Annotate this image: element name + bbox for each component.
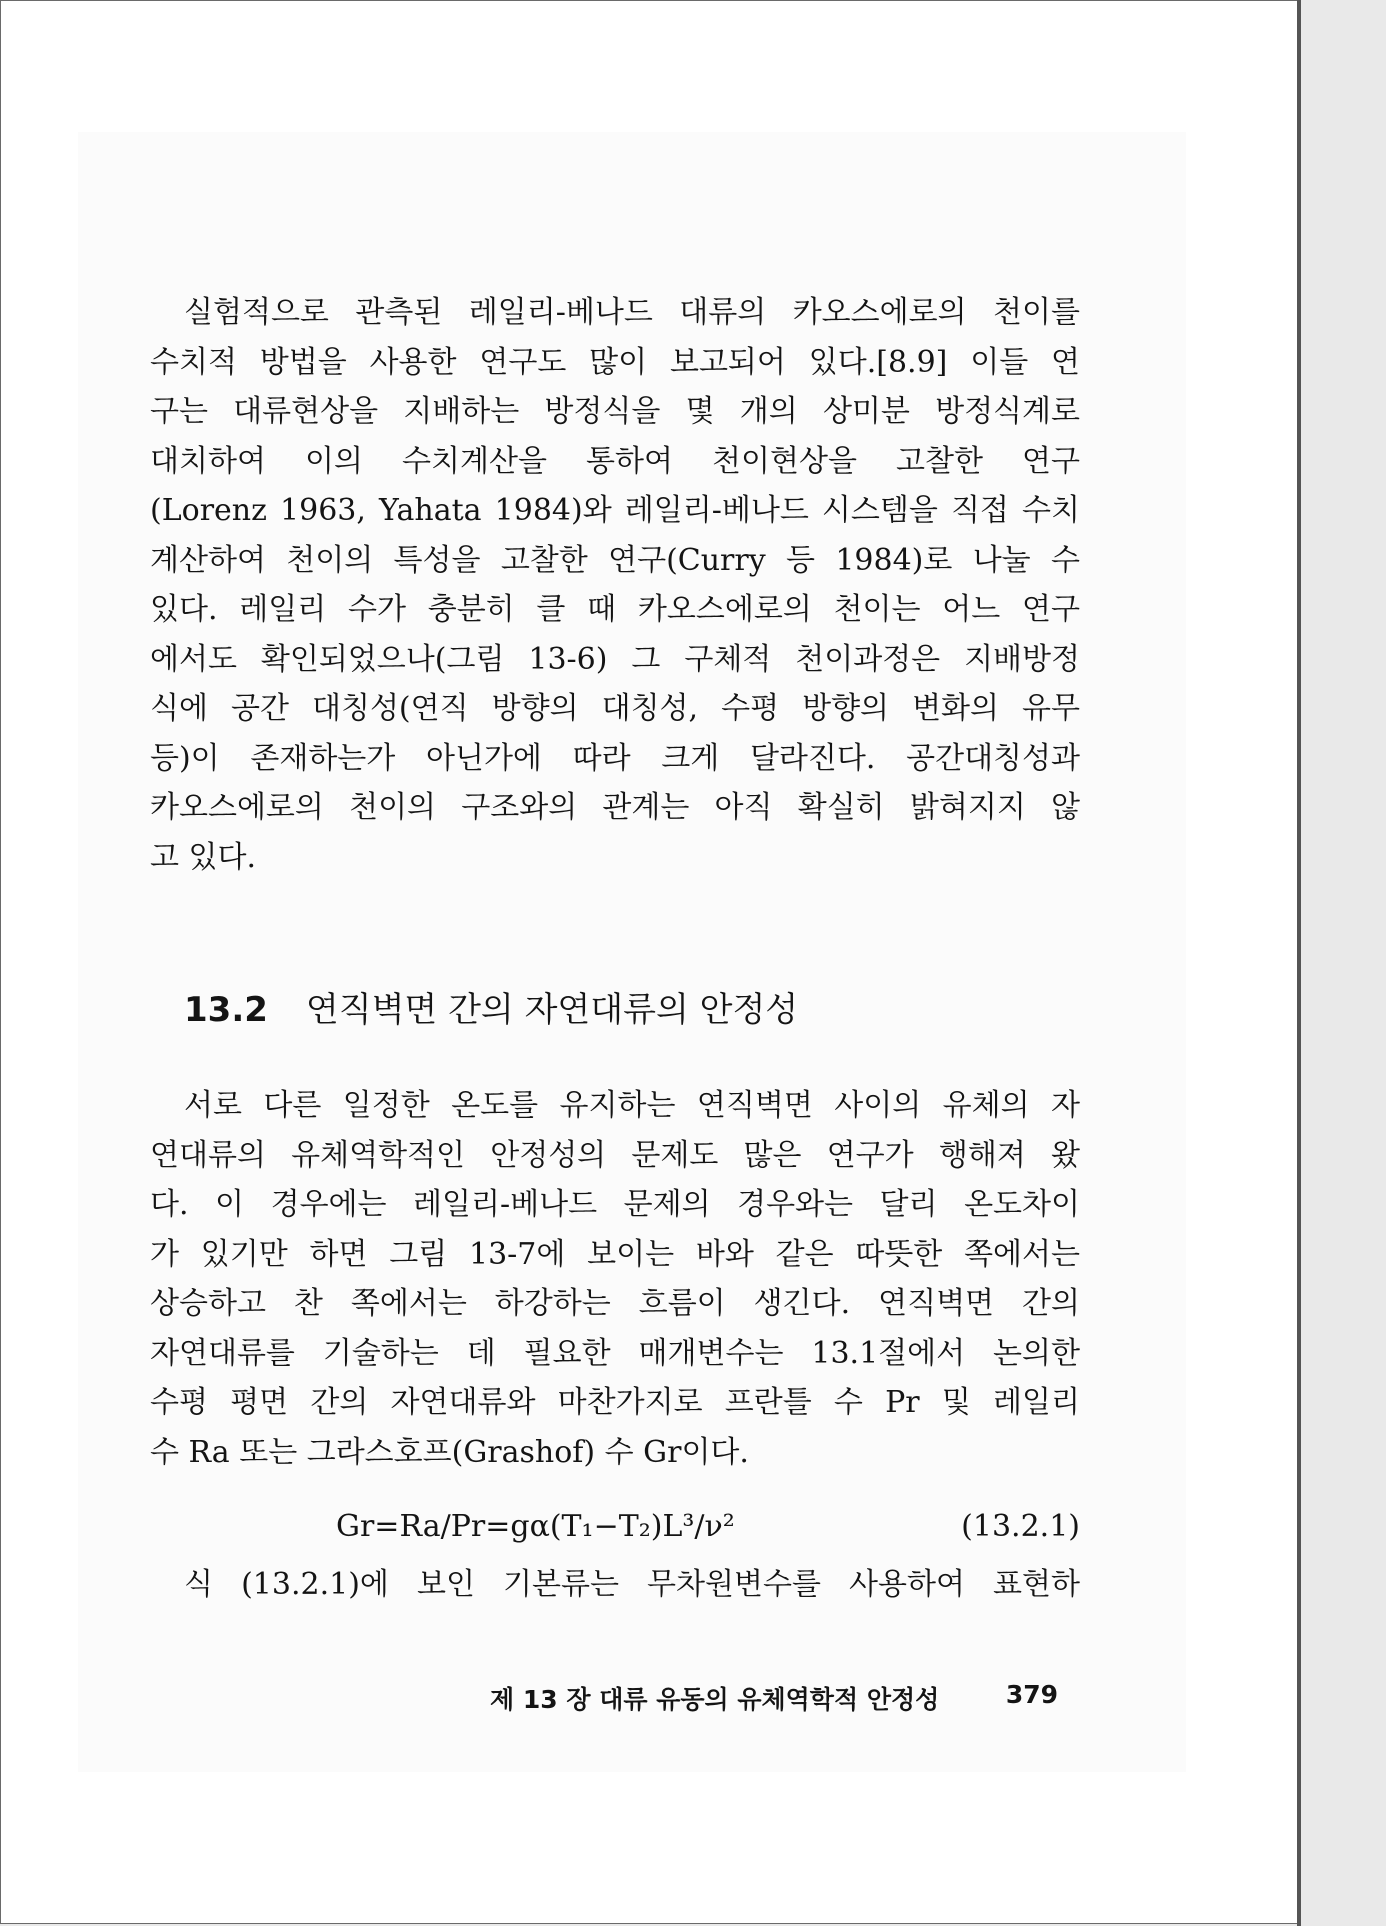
paragraph-line: 실험적으로 관측된 레일리-베나드 대류의 카오스에로의 천이를 [184,295,1080,330]
paragraph-line: 대치하여 이의 수치계산을 통하여 천이현상을 고찰한 연구 [150,443,1080,479]
paragraph-line: 고 있다. [150,839,257,875]
paragraph-line: 다. 이 경우에는 레일리-베나드 문제의 경우와는 달리 온도차이 [150,1187,1080,1222]
paragraph-line: 상승하고 찬 쪽에서는 하강하는 흐름이 생긴다. 연직벽면 간의 [150,1286,1080,1321]
equation-body: Gr=Ra/Pr=gα(T₁−T₂)L³/ν² [336,1509,735,1544]
equation-13-2-1 [336,1502,1080,1552]
section-number: 13.2 [184,990,268,1030]
section-heading [184,982,798,1031]
section-title-text: 연직벽면 간의 자연대류의 안정성 [305,990,799,1030]
chapter-title: 제 13 장 대류 유동의 유체역학적 안정성 [490,1685,940,1714]
paragraph-line: 자연대류를 기술하는 데 필요한 매개변수는 13.1절에서 논의한 [150,1335,1080,1371]
paragraph-line: 연대류의 유체역학적인 안정성의 문제도 많은 연구가 행해져 왔 [150,1137,1080,1173]
paragraph-line: 서로 다른 일정한 온도를 유지하는 연직벽면 사이의 유체의 자 [184,1088,1080,1123]
paragraph-1 [150,288,1080,882]
paragraph-line: 식 (13.2.1)에 보인 기본류는 무차원변수를 사용하여 표현하 [184,1567,1080,1602]
paragraph-2 [150,1081,1080,1477]
running-footer [490,1680,1058,1716]
paragraph-line: 수평 평면 간의 자연대류와 마찬가지로 프란틀 수 Pr 및 레일리 [150,1385,1080,1420]
paragraph-line: 식에 공간 대칭성(연직 방향의 대칭성, 수평 방향의 변화의 유무 [150,691,1080,726]
paragraph-line: 에서도 확인되었으나(그림 13-6) 그 구체적 천이과정은 지배방정 [150,641,1080,677]
paragraph-line: 계산하여 천이의 특성을 고찰한 연구(Curry 등 1984)로 나눌 수 [150,542,1080,578]
paragraph-line: 있다. 레일리 수가 충분히 클 때 카오스에로의 천이는 어느 연구 [150,592,1080,627]
paragraph-line: 수치적 방법을 사용한 연구도 많이 보고되어 있다.[8.9] 이들 연 [150,344,1080,380]
paragraph-line: 카오스에로의 천이의 구조와의 관계는 아직 확실히 밝혀지지 않 [150,790,1080,825]
paragraph-line: (Lorenz 1963, Yahata 1984)와 레일리-베나드 시스템을 직접 수치 [150,493,1080,528]
paragraph-line: 등)이 존재하는가 아닌가에 따라 크게 달라진다. 공간대칭성과 [150,740,1080,776]
paragraph-line: 구는 대류현상을 지배하는 방정식을 몇 개의 상미분 방정식계로 [150,394,1080,429]
paragraph-line: 수 Ra 또는 그라스호프(Grashof) 수 Gr이다. [150,1434,749,1470]
paragraph-3 [150,1560,1080,1610]
paragraph-line: 가 있기만 하면 그림 13-7에 보이는 바와 같은 따뜻한 쪽에서는 [150,1236,1080,1272]
equation-number: (13.2.1) [961,1509,1080,1544]
page-edge-shadow [1297,0,1301,1926]
page-number: 379 [1005,1680,1058,1709]
